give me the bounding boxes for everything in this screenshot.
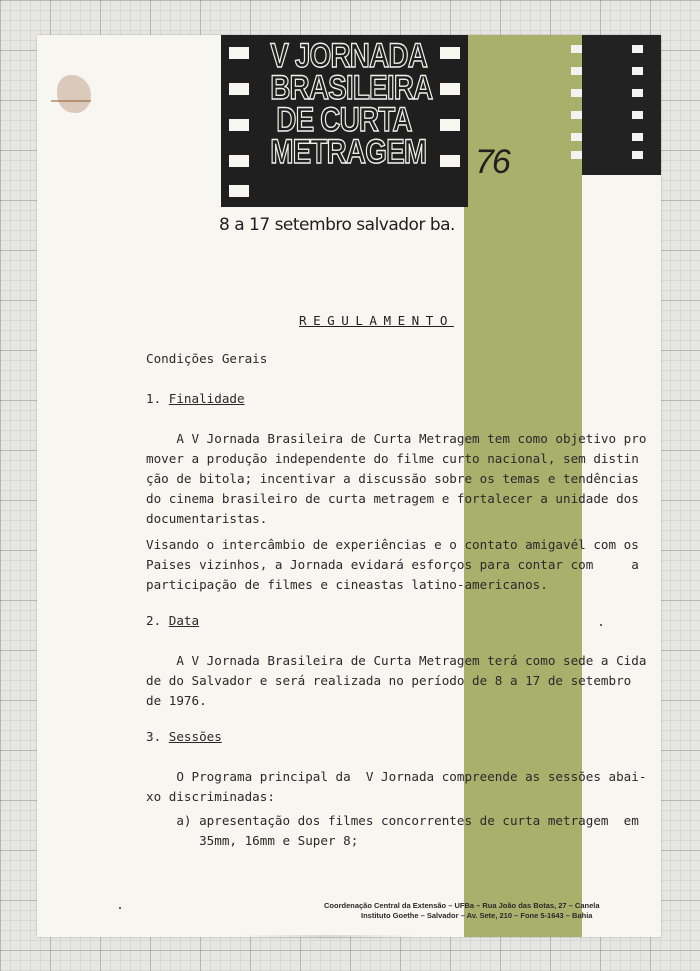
general-conditions: Condições Gerais [146, 351, 268, 366]
dates-place: 8 a 17 setembro salvador ba. [219, 215, 455, 235]
section-1-paragraph-2: Visando o intercâmbio de experiências e o contato amigavél com os Paises vizinhos, a Jornada evidará esforços para contar com a participação de filmes e cineastas latino-americanos. [146, 537, 639, 592]
footer-line-2: Instituto Goethe – Salvador – Av. Sete, 210 – Fone 5-1643 – Bahia [361, 911, 593, 920]
section-title: Sessões [168, 729, 222, 744]
section-2-heading [146, 611, 199, 631]
staple-mark [51, 100, 91, 102]
title-line-1: V JORNADA [270, 37, 428, 75]
title-line-4: METRAGEM [270, 133, 427, 171]
section-3-paragraph: O Programa principal da V Jornada compreende as sessões abai- xo discriminadas: [146, 769, 647, 804]
section-title: Data [168, 613, 200, 628]
section-3-item-a: a) apresentação dos filmes concorrentes de curta metragem em 35mm, 16mm e Super 8; [176, 813, 639, 848]
document-sheet [37, 35, 661, 937]
year-label: 76 [475, 143, 509, 181]
title-line-2: BRASILEIRA [270, 69, 433, 107]
section-2-paragraph: A V Jornada Brasileira de Curta Metragem terá como sede a Cida de do Salvador e será realizada no período de 8 a 17 de setembro de 1976. [146, 653, 647, 708]
section-1-heading [146, 389, 245, 409]
paper-edge [237, 935, 417, 938]
section-title: Finalidade [168, 391, 245, 406]
section-number: 1. [146, 391, 162, 406]
section-number: 2. [146, 613, 162, 628]
title-text [254, 37, 434, 171]
ink-dot [600, 624, 602, 626]
title-line-3: DE CURTA [276, 101, 412, 139]
section-3-heading [146, 727, 222, 747]
section-number: 3. [146, 729, 162, 744]
document-heading: REGULAMENTO [299, 313, 454, 328]
footer-line-1: Coordenação Central da Extensão – UFBa – Rua João das Botas, 27 – Canela [324, 901, 600, 910]
title-logo [221, 35, 468, 207]
section-1-paragraph-1: A V Jornada Brasileira de Curta Metragem tem como objetivo pro mover a produção independente do filme curto nacional, sem distin ção de bitola; incentivar a discussão sobre os temas e tendências do cinema brasileiro de curta metragem e fortalecer a unidade dos documentaristas. [146, 431, 647, 526]
dark-film-strip [582, 35, 661, 175]
stain-mark [57, 75, 91, 113]
ink-dot [119, 907, 121, 909]
